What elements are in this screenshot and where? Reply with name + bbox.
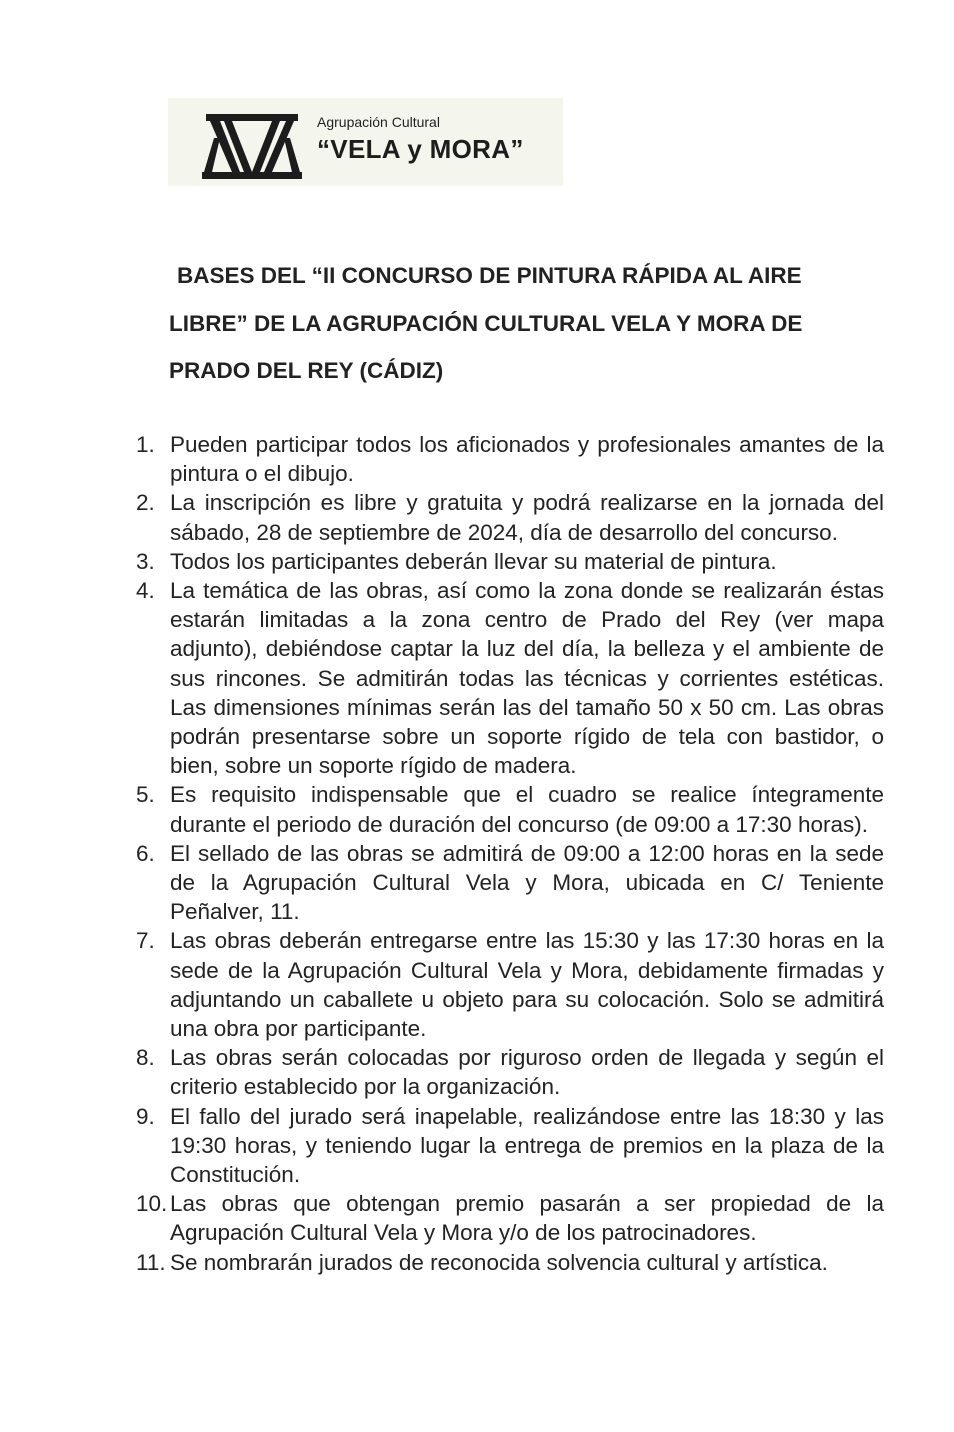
rule-item-6 bbox=[133, 839, 884, 927]
rule-text: La temática de las obras, así como la zona donde se realizarán éstas estarán limitadas a la zona centro de Prado del Rey (ver mapa adjunto), debiéndose captar la luz del día, la belleza y el ambiente de sus rincones. Se admitirán todas las técnicas y corrientes estéticas. Las dimensiones mínimas serán las del tamaño 50 x 50 cm. Las obras podrán presentarse sobre un soporte rígido de tela con bastidor, o bien, sobre un soporte rígido de madera. bbox=[170, 578, 884, 779]
rule-number: 9. bbox=[136, 1103, 155, 1129]
rule-item-9 bbox=[133, 1102, 884, 1190]
rule-item-8 bbox=[133, 1043, 884, 1101]
rule-item-4 bbox=[133, 576, 884, 780]
rule-number: 3. bbox=[136, 548, 155, 574]
logo-subtitle: Agrupación Cultural bbox=[317, 114, 440, 130]
rule-item-5 bbox=[133, 780, 884, 838]
rule-text: Las obras deberán entregarse entre las 15:30 y las 17:30 horas en la sede de la Agrupación Cultural Vela y Mora, debidamente firmadas y adjuntando un caballete u objeto para su colocación. Solo se admitirá una obra por participante. bbox=[170, 928, 884, 1042]
rule-number: 7. bbox=[136, 928, 155, 954]
rule-text: Las obras serán colocadas por riguroso orden de llegada y según el criterio establecido por la organización. bbox=[170, 1045, 884, 1100]
rule-text: Es requisito indispensable que el cuadro se realice íntegramente durante el periodo de duración del concurso (de 09:00 a 17:30 horas). bbox=[170, 782, 884, 837]
rule-number: 10. bbox=[136, 1191, 168, 1217]
rule-number: 5. bbox=[136, 782, 155, 808]
rule-item-11 bbox=[133, 1248, 884, 1277]
document-title bbox=[169, 252, 889, 395]
rule-item-2 bbox=[133, 488, 884, 546]
rule-number: 11. bbox=[136, 1249, 166, 1275]
rule-number: 1. bbox=[136, 432, 155, 457]
rule-item-7 bbox=[133, 926, 884, 1043]
rule-number: 4. bbox=[136, 578, 155, 604]
vm-monogram-icon bbox=[202, 110, 302, 182]
rules-list bbox=[133, 430, 884, 1277]
organization-logo bbox=[168, 98, 563, 186]
rule-text: Pueden participar todos los aficionados y profesionales amantes de la pintura o el dibujo. bbox=[170, 432, 884, 487]
rule-text: Todos los participantes deberán llevar su material de pintura. bbox=[170, 548, 777, 574]
rule-text: Las obras que obtengan premio pasarán a ser propiedad de la Agrupación Cultural Vela y Mora y/o de los patrocinadores. bbox=[170, 1191, 884, 1246]
rule-text: El fallo del jurado será inapelable, realizándose entre las 18:30 y las 19:30 horas, y teniendo lugar la entrega de premios en la plaza de la Constitución. bbox=[170, 1103, 884, 1188]
rule-item-10 bbox=[133, 1189, 884, 1247]
rule-text: El sellado de las obras se admitirá de 09:00 a 12:00 horas en la sede de la Agrupación Cultural Vela y Mora, ubicada en C/ Teniente Peñalver, 11. bbox=[170, 840, 884, 925]
rule-text: Se nombrarán jurados de reconocida solvencia cultural y artística. bbox=[170, 1249, 828, 1275]
rule-number: 6. bbox=[136, 840, 155, 866]
rule-item-3 bbox=[133, 547, 884, 576]
title-line-1: BASES DEL “II CONCURSO DE PINTURA RÁPIDA AL AIRE bbox=[177, 263, 802, 288]
rule-text: La inscripción es libre y gratuita y podrá realizarse en la jornada del sábado, 28 de septiembre de 2024, día de desarrollo del concurso. bbox=[170, 490, 884, 545]
rule-number: 8. bbox=[136, 1045, 155, 1071]
title-line-3: PRADO DEL REY (CÁDIZ) bbox=[169, 358, 444, 383]
logo-title: “VELA y MORA” bbox=[317, 134, 524, 164]
rule-item-1 bbox=[133, 430, 884, 488]
rule-number: 2. bbox=[136, 490, 155, 516]
title-line-2: LIBRE” DE LA AGRUPACIÓN CULTURAL VELA Y MORA DE bbox=[169, 310, 803, 336]
